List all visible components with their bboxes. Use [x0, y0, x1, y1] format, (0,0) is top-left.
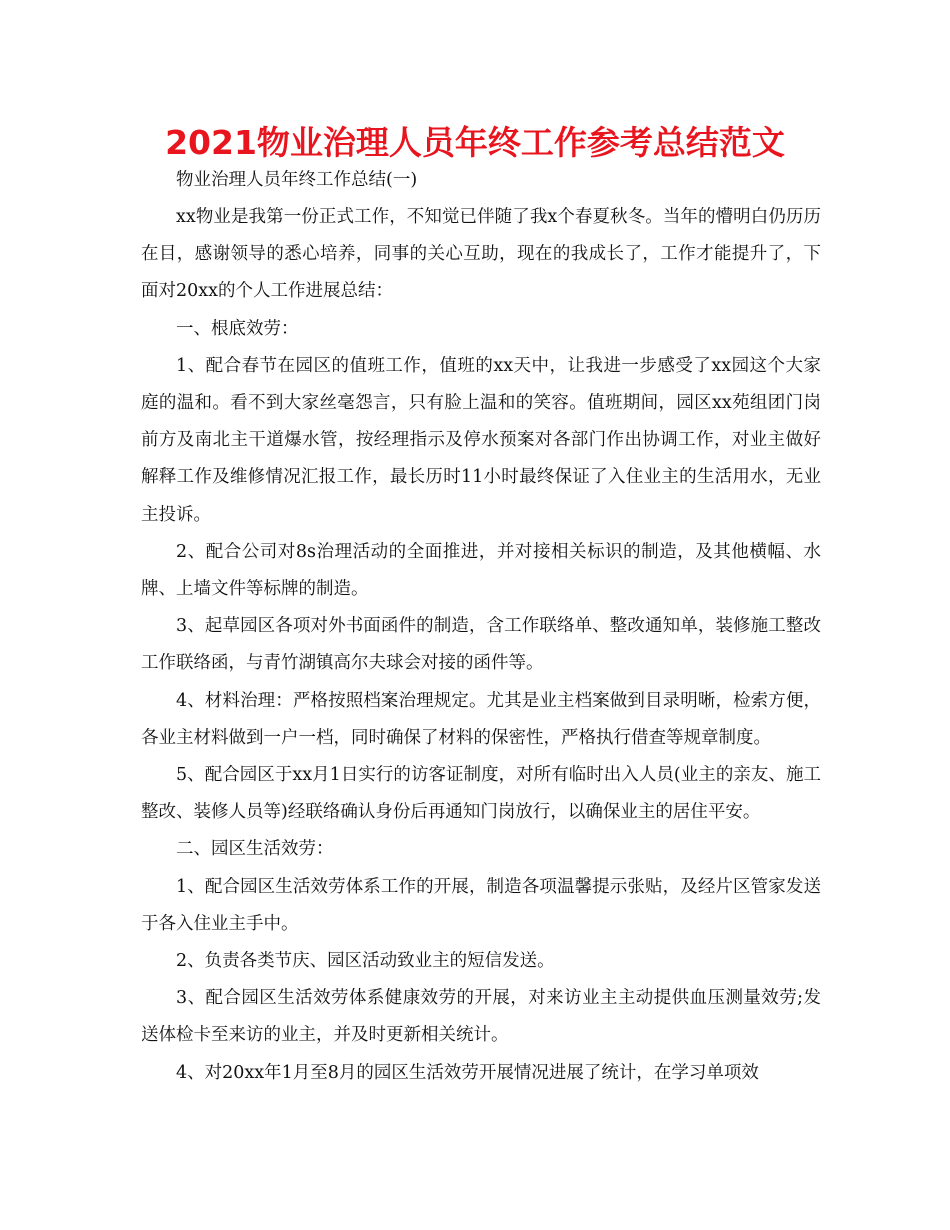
paragraph-basic-3: 3、起草园区各项对外书面函件的制造，含工作联络单、整改通知单，装修施工整改工作联络函，与青竹湖镇高尔夫球会对接的函件等。: [141, 616, 821, 674]
paragraph-basic-5: 5、配合园区于xx月1日实行的访客证制度，对所有临时出入人员(业主的亲友、施工整改、装修人员等)经联络确认身份后再通知门岗放行，以确保业主的居住平安。: [141, 765, 821, 823]
paragraph-basic-4: 4、材料治理：严格按照档案治理规定。尤其是业主档案做到目录明晰，检索方便，各业主材料做到一户一档，同时确保了材料的保密性，严格执行借查等规章制度。: [141, 690, 821, 748]
document-title: 2021物业治理人员年终工作参考总结范文: [165, 123, 785, 162]
document-subtitle: 物业治理人员年终工作总结(一): [176, 170, 418, 190]
document-body: [141, 162, 821, 1092]
paragraph-life-2: 2、负责各类节庆、园区活动致业主的短信发送。: [176, 951, 555, 972]
paragraph-basic-2: 2、配合公司对8s治理活动的全面推进，并对接相关标识的制造，及其他横幅、水牌、上墙文件等标牌的制造。: [141, 541, 821, 600]
section-heading-basic-service: 一、根底效劳：: [176, 318, 299, 339]
paragraph-life-3: 3、配合园区生活效劳体系健康效劳的开展，对来访业主主动提供血压测量效劳;发送体检卡至来访的业主，并及时更新相关统计。: [141, 988, 821, 1046]
section-heading-life-service: 二、园区生活效劳：: [176, 839, 334, 860]
paragraph-basic-1: 1、配合春节在园区的值班工作，值班的xx天中，让我进一步感受了xx园这个大家庭的温和。看不到大家丝毫怨言，只有脸上温和的笑容。值班期间，园区xx苑组团门岗前方及南北主干道爆水管，按经理指示及停水预案对各部门作出协调工作，对业主做好解释工作及维修情况汇报工作，最长历时11小时最终保证了入住业主的生活用水，无业主投诉。: [141, 355, 821, 525]
paragraph-intro: xx物业是我第一份正式工作，不知觉已伴随了我x个春夏秋冬。当年的懵明白仍历历在目，感谢领导的悉心培养，同事的关心互助，现在的我成长了，工作才能提升了，下面对20xx的个人工作进展总结：: [141, 207, 821, 302]
paragraph-life-1: 1、配合园区生活效劳体系工作的开展，制造各项温馨提示张贴，及经片区管家发送于各入住业主手中。: [141, 876, 821, 934]
paragraph-life-4: 4、对20xx年1月至8月的园区生活效劳开展情况进展了统计，在学习单项效: [176, 1062, 759, 1083]
